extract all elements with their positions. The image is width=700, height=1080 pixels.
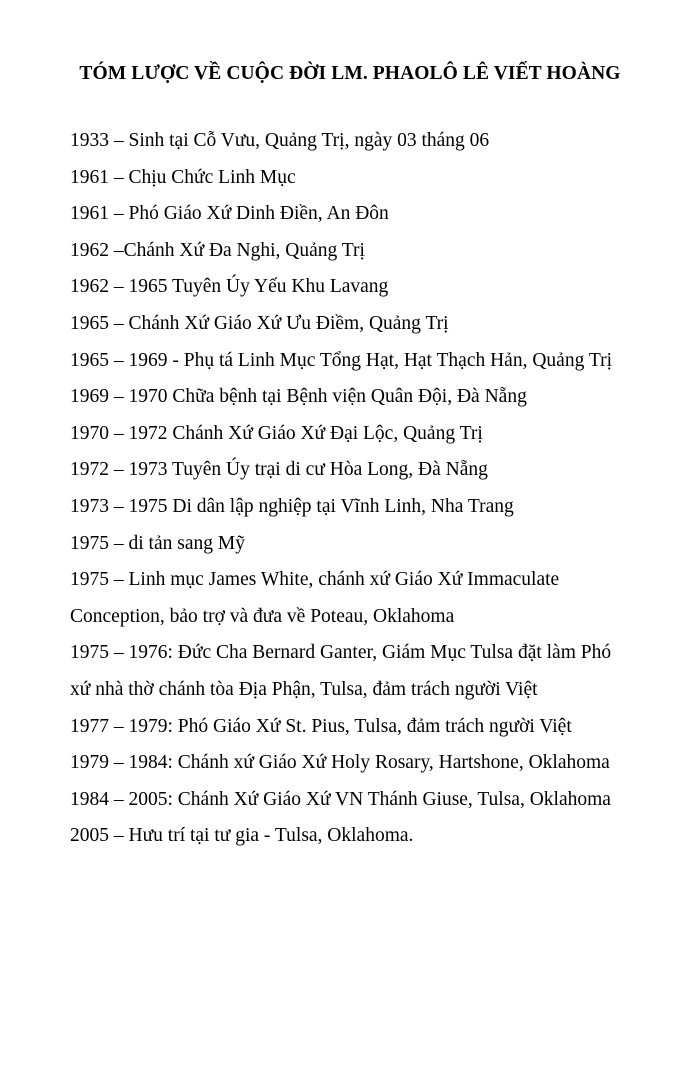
timeline-entry xyxy=(70,745,695,782)
timeline-entry-text: 1933 – Sinh tại Cỗ Vưu, Quảng Trị, ngày 03 tháng 06 xyxy=(70,130,490,151)
timeline-entry xyxy=(70,709,695,746)
timeline-entry xyxy=(70,196,695,233)
timeline-entry xyxy=(70,123,695,160)
timeline-entry-text: 1975 – 1976: Đức Cha Bernard Ganter, Giám Mục Tulsa đặt làm Phó xyxy=(70,642,612,664)
timeline-entry xyxy=(70,306,695,343)
timeline-entry-text: 1979 – 1984: Chánh xứ Giáo Xứ Holy Rosary, Hartshone, Oklahoma xyxy=(70,752,610,774)
timeline-entry xyxy=(70,782,695,819)
timeline-entry xyxy=(70,269,695,306)
document-title: TÓM LƯỢC VỀ CUỘC ĐỜI LM. PHAOLÔ LÊ VIẾT HOÀNG xyxy=(79,63,621,84)
timeline-entry xyxy=(70,379,695,416)
timeline-entry-text: xứ nhà thờ chánh tòa Địa Phận, Tulsa, đảm trách người Việt xyxy=(70,678,538,700)
timeline-entry-text: 1962 – 1965 Tuyên Úy Yếu Khu Lavang xyxy=(70,276,389,298)
timeline-entry-text: 1975 – di tản sang Mỹ xyxy=(70,532,245,554)
timeline-entry-text: 1984 – 2005: Chánh Xứ Giáo Xứ VN Thánh Giuse, Tulsa, Oklahoma xyxy=(70,788,611,810)
timeline-entry xyxy=(70,233,695,270)
timeline-list xyxy=(70,123,695,855)
timeline-entry-text: 1962 –Chánh Xứ Đa Nghi, Quảng Trị xyxy=(70,239,365,261)
timeline-entry xyxy=(70,416,695,453)
timeline-entry-text: 1961 – Chịu Chức Linh Mục xyxy=(70,166,296,188)
timeline-entry xyxy=(70,526,695,563)
timeline-entry-text: 1973 – 1975 Di dân lập nghiệp tại Vĩnh Linh, Nha Trang xyxy=(70,495,514,517)
timeline-entry-text: 2005 – Hưu trí tại tư gia - Tulsa, Oklahoma. xyxy=(70,825,414,847)
timeline-entry-text: 1965 – 1969 - Phụ tá Linh Mục Tổng Hạt, Hạt Thạch Hản, Quảng Trị xyxy=(70,349,612,371)
timeline-entry-text: 1977 – 1979: Phó Giáo Xứ St. Pius, Tulsa, đảm trách người Việt xyxy=(70,715,572,737)
timeline-entry-text: 1961 – Phó Giáo Xứ Dinh Điền, An Đôn xyxy=(70,203,389,225)
timeline-entry-text: 1970 – 1972 Chánh Xứ Giáo Xứ Đại Lộc, Quảng Trị xyxy=(70,422,483,444)
timeline-entry-text: 1975 – Linh mục James White, chánh xứ Giáo Xứ Immaculate xyxy=(70,569,560,591)
timeline-entry-text: 1965 – Chánh Xứ Giáo Xứ Ưu Điềm, Quảng Trị xyxy=(70,312,449,334)
timeline-entry xyxy=(70,489,695,526)
timeline-entry-text: 1969 – 1970 Chữa bệnh tại Bệnh viện Quân Đội, Đà Nẵng xyxy=(70,386,527,408)
timeline-entry xyxy=(70,452,695,489)
timeline-entry xyxy=(70,343,695,380)
timeline-entry xyxy=(70,160,695,197)
timeline-entry xyxy=(70,635,695,708)
timeline-entry xyxy=(70,562,695,635)
timeline-entry xyxy=(70,818,695,855)
timeline-entry-text: Conception, bảo trợ và đưa về Poteau, Oklahoma xyxy=(70,605,455,627)
timeline-entry-text: 1972 – 1973 Tuyên Úy trại di cư Hòa Long, Đà Nẵng xyxy=(70,459,488,481)
